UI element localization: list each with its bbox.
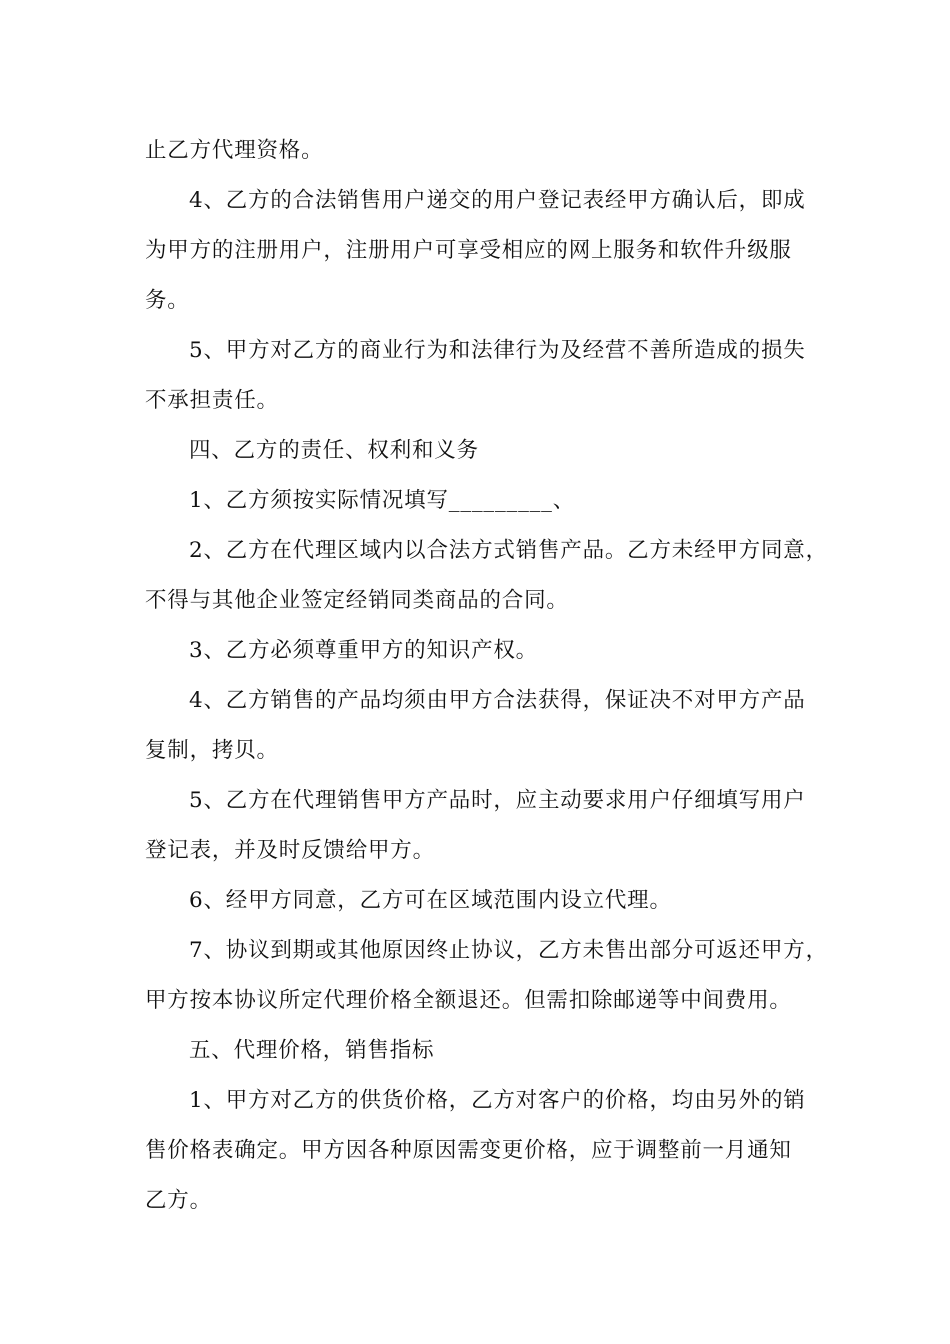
text-line: 不得与其他企业签定经销同类商品的合同。 bbox=[145, 588, 569, 613]
text-line: 6、经甲方同意，乙方可在区域范围内设立代理。 bbox=[189, 888, 672, 913]
text-line: 1、甲方对乙方的供货价格，乙方对客户的价格，均由另外的销 bbox=[189, 1088, 806, 1113]
text-line: 止乙方代理资格。 bbox=[145, 138, 324, 163]
text-line: 售价格表确定。甲方因各种原因需变更价格，应于调整前一月通知 bbox=[145, 1138, 792, 1163]
text-line: 3、乙方必须尊重甲方的知识产权。 bbox=[189, 638, 538, 663]
section-heading: 四、乙方的责任、权利和义务 bbox=[189, 438, 479, 463]
text-line: 乙方。 bbox=[145, 1188, 212, 1213]
text-line: 复制，拷贝。 bbox=[145, 738, 279, 763]
text-line: 登记表，并及时反馈给甲方。 bbox=[145, 838, 435, 863]
text-line: 甲方按本协议所定代理价格全额退还。但需扣除邮递等中间费用。 bbox=[145, 988, 792, 1013]
text-line: 2、乙方在代理区域内以合法方式销售产品。乙方未经甲方同意， bbox=[189, 538, 828, 563]
text-line: 1、乙方须按实际情况填写_________、 bbox=[189, 488, 576, 513]
text-line: 为甲方的注册用户，注册用户可享受相应的网上服务和软件升级服 bbox=[145, 238, 792, 263]
text-line: 务。 bbox=[145, 288, 190, 313]
text-line: 不承担责任。 bbox=[145, 388, 279, 413]
section-heading: 五、代理价格，销售指标 bbox=[189, 1038, 435, 1063]
text-line: 5、乙方在代理销售甲方产品时，应主动要求用户仔细填写用户 bbox=[189, 788, 806, 813]
text-line: 7、协议到期或其他原因终止协议，乙方未售出部分可返还甲方， bbox=[189, 938, 828, 963]
text-line: 5、甲方对乙方的商业行为和法律行为及经营不善所造成的损失 bbox=[189, 338, 806, 363]
text-line: 4、乙方的合法销售用户递交的用户登记表经甲方确认后，即成 bbox=[189, 188, 806, 213]
text-line: 4、乙方销售的产品均须由甲方合法获得，保证决不对甲方产品 bbox=[189, 688, 806, 713]
